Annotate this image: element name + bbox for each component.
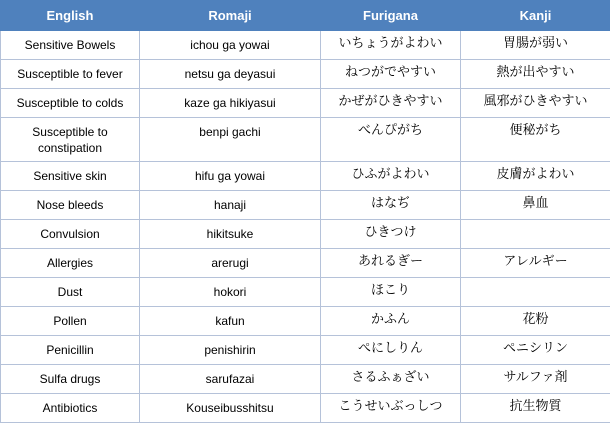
cell-romaji: netsu ga deyasui [140, 60, 321, 89]
table-row [1, 162, 610, 191]
table-body [1, 31, 610, 423]
table-header [1, 1, 610, 31]
cell-kanji [461, 278, 610, 307]
header-row [1, 1, 610, 31]
header-romaji: Romaji [140, 1, 321, 31]
cell-english: Penicillin [1, 336, 140, 365]
cell-furigana: ひふがよわい [321, 162, 461, 191]
cell-romaji: Kouseibusshitsu [140, 394, 321, 423]
table-row [1, 249, 610, 278]
table-row [1, 191, 610, 220]
cell-furigana: べんぴがち [321, 118, 461, 162]
table-row [1, 394, 610, 423]
cell-romaji: hifu ga yowai [140, 162, 321, 191]
cell-romaji: sarufazai [140, 365, 321, 394]
table-row [1, 60, 610, 89]
cell-english: Convulsion [1, 220, 140, 249]
cell-english: Dust [1, 278, 140, 307]
table-row [1, 89, 610, 118]
cell-furigana: いちょうがよわい [321, 31, 461, 60]
cell-furigana: かぜがひきやすい [321, 89, 461, 118]
cell-english: Sulfa drugs [1, 365, 140, 394]
cell-romaji: ichou ga yowai [140, 31, 321, 60]
cell-romaji: arerugi [140, 249, 321, 278]
cell-furigana: ほこり [321, 278, 461, 307]
cell-kanji: 抗生物質 [461, 394, 610, 423]
cell-kanji: 皮膚がよわい [461, 162, 610, 191]
cell-english: Allergies [1, 249, 140, 278]
cell-kanji: 風邪がひきやすい [461, 89, 610, 118]
cell-furigana: ぺにしりん [321, 336, 461, 365]
cell-romaji: kafun [140, 307, 321, 336]
cell-english: Sensitive skin [1, 162, 140, 191]
cell-english: Susceptible to fever [1, 60, 140, 89]
cell-kanji: アレルギー [461, 249, 610, 278]
cell-english: Sensitive Bowels [1, 31, 140, 60]
cell-furigana: はなぢ [321, 191, 461, 220]
table-row [1, 31, 610, 60]
table-row [1, 365, 610, 394]
cell-kanji: 便秘がち [461, 118, 610, 162]
cell-furigana: あれるぎー [321, 249, 461, 278]
cell-kanji: ペニシリン [461, 336, 610, 365]
cell-english: Antibiotics [1, 394, 140, 423]
cell-furigana: こうせいぶっしつ [321, 394, 461, 423]
cell-romaji: penishirin [140, 336, 321, 365]
cell-english: Susceptible to colds [1, 89, 140, 118]
cell-romaji: hikitsuke [140, 220, 321, 249]
cell-furigana: ねつがでやすい [321, 60, 461, 89]
cell-english: Nose bleeds [1, 191, 140, 220]
header-furigana: Furigana [321, 1, 461, 31]
cell-kanji: 熱が出やすい [461, 60, 610, 89]
cell-furigana: かふん [321, 307, 461, 336]
cell-furigana: ひきつけ [321, 220, 461, 249]
cell-kanji: 胃腸が弱い [461, 31, 610, 60]
table-row [1, 307, 610, 336]
cell-english: Pollen [1, 307, 140, 336]
cell-english: Susceptible to constipation [1, 118, 140, 162]
cell-romaji: kaze ga hikiyasui [140, 89, 321, 118]
table-row [1, 118, 610, 162]
table-row [1, 220, 610, 249]
cell-kanji: サルファ剤 [461, 365, 610, 394]
cell-kanji: 鼻血 [461, 191, 610, 220]
cell-furigana: さるふぁざい [321, 365, 461, 394]
header-english: English [1, 1, 140, 31]
table-row [1, 278, 610, 307]
cell-romaji: benpi gachi [140, 118, 321, 162]
table-row [1, 336, 610, 365]
cell-kanji: 花粉 [461, 307, 610, 336]
cell-kanji [461, 220, 610, 249]
cell-romaji: hokori [140, 278, 321, 307]
header-kanji: Kanji [461, 1, 610, 31]
cell-romaji: hanaji [140, 191, 321, 220]
